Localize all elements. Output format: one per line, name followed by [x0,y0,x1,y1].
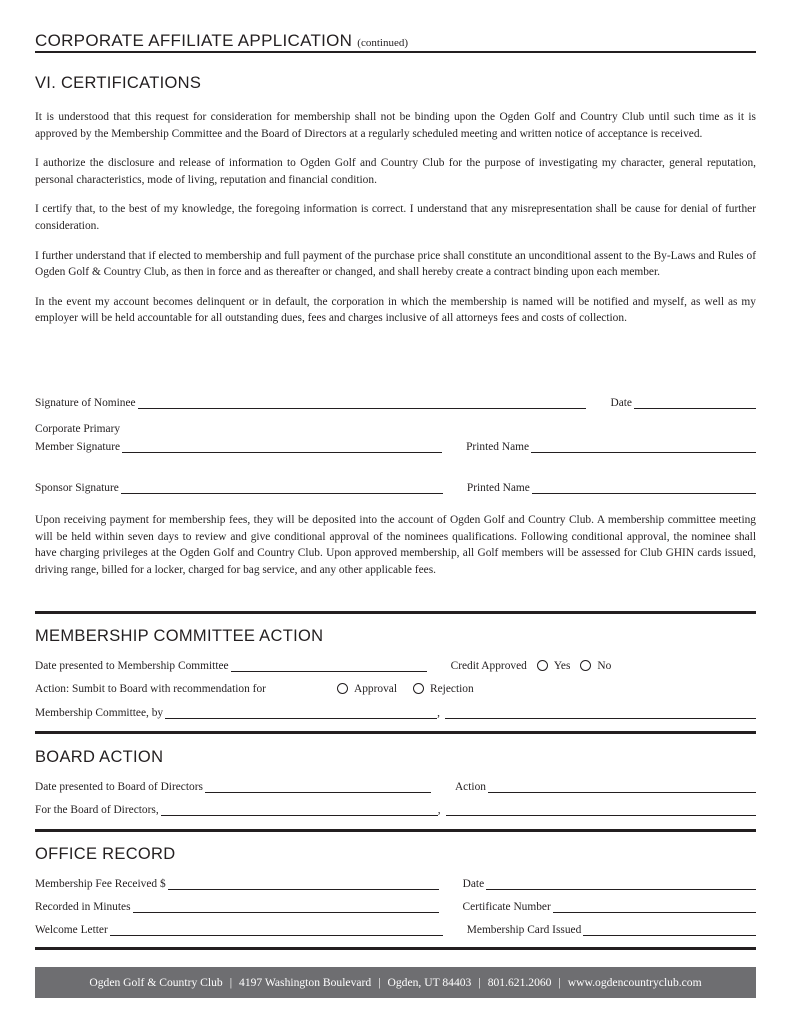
board-for-label: For the Board of Directors, [35,804,159,816]
board-action-label: Action [454,781,486,793]
welcome-field[interactable] [110,923,443,936]
sponsor-signature-field[interactable] [121,481,443,494]
board-for-row: For the Board of Directors, , [35,800,756,816]
payment-section [35,512,756,578]
paragraph: In the event my account becomes delinquent or in default, the corporation in which the membership is named will be notified and myself, as well as my employer will be held accountable for all outstanding dues, fees and charges inclusive of all attorneys fees and costs of collection. [35,295,756,325]
section-rule [35,731,756,734]
section-rule [35,611,756,614]
nominee-signature-row [35,393,756,409]
corporate-primary-label: Corporate Primary [35,423,121,435]
committee-by-field[interactable] [165,706,437,719]
no-radio[interactable] [580,660,591,671]
footer-website[interactable]: www.ogdencountryclub.com [567,976,702,989]
committee-by-row: Membership Committee, by , [35,703,756,719]
nominee-signature-field[interactable] [138,396,587,409]
paragraph: I certify that, to the best of my knowledge, the foregoing information is correct. I understand that any misrepresentation shall be cause for denial of further consideration. [35,203,756,232]
welcome-label: Welcome Letter [35,924,108,936]
office-minutes-row [35,897,756,913]
committee-by-label: Membership Committee, by [35,707,164,719]
minutes-label: Recorded in Minutes [35,901,131,913]
printed-name-label: Printed Name [466,482,530,494]
committee-date-field[interactable] [231,659,427,672]
header-title: CORPORATE AFFILIATE APPLICATION [35,31,353,50]
certificate-field[interactable] [553,900,756,913]
corporate-signature-row [35,437,756,453]
card-label: Membership Card Issued [466,924,582,936]
approval-label: Approval [354,683,398,695]
footer-bar: Ogden Golf & Country Club | 4197 Washington Boulevard | Ogden, UT 84403 | 801.621.2060 | www.ogdencountryclub.com [35,967,756,998]
footer-phone: 801.621.2060 [487,976,552,989]
board-heading: BOARD ACTION [35,748,164,766]
footer-city: Ogden, UT 84403 [387,976,472,989]
board-date-field[interactable] [205,780,431,793]
printed-name-label: Printed Name [466,441,530,453]
footer-address: 4197 Washington Boulevard [239,976,372,989]
payment-paragraph: Upon receiving payment for membership fees, they will be deposited into the account of Ogden Golf and Country Club. A membership committee meeting will be held within seven days to review and give conditional approval of the nominees qualifications. Following conditional approval, the nominee shall have charging privileges at the Ogden Golf and Country Club. Upon approved membership, all Golf members will be assessed for Club GHIN cards issued, driving range, billed for a locker, charged for bag service, and any other applicable fees. [35,514,756,576]
board-for-field[interactable] [161,803,438,816]
date-field[interactable] [634,396,756,409]
rejection-radio[interactable] [413,683,424,694]
sponsor-printed-name-field[interactable] [532,481,756,494]
approval-radio[interactable] [337,683,348,694]
card-field[interactable] [583,923,756,936]
office-date-field[interactable] [486,877,756,890]
fee-label: Membership Fee Received $ [35,878,166,890]
certificate-label: Certificate Number [462,901,551,913]
paragraph: I authorize the disclosure and release of information to Ogden Golf and Country Club for the purpose of investigating my character, general reputation, personal characteristics, mode of living, reputation and financial condition. [35,157,756,186]
office-date-label: Date [462,878,485,890]
yes-label: Yes [553,660,571,672]
fee-field[interactable] [168,877,439,890]
office-fee-row [35,874,756,890]
committee-action-row [35,679,756,695]
corporate-primary-row [35,422,756,437]
printed-name-field[interactable] [531,440,756,453]
paragraph: It is understood that this request for consideration for membership shall not be binding upon the Ogden Golf and Country Club until such time as it is approved by the Membership Committee and the Board of Directors at a regularly scheduled meeting and written notice of acceptance is received. [35,111,756,140]
certifications-body [35,109,756,327]
board-action-field[interactable] [488,780,756,793]
member-signature-label: Member Signature [35,441,121,453]
committee-date-row [35,656,756,672]
board-date-row [35,777,756,793]
committee-date-label: Date presented to Membership Committee [35,660,229,672]
committee-title-field[interactable] [445,706,756,719]
date-label: Date [610,397,632,409]
header-suffix: (continued) [357,37,408,49]
committee-action-label: Action: Sumbit to Board with recommendation for [35,683,266,695]
header-rule [35,51,756,53]
certifications-heading: VI. CERTIFICATIONS [35,74,202,92]
sponsor-signature-label: Sponsor Signature [35,482,119,494]
paragraph: I further understand that if elected to membership and full payment of the purchase price shall constitute an unconditional assent to the By-Laws and Rules of Ogden Golf & Country Club, as then in force and as thereafter or changed, and shall hereby create a contract binding upon each member. [35,249,756,279]
yes-radio[interactable] [537,660,548,671]
nominee-signature-label: Signature of Nominee [35,397,136,409]
credit-approved-label: Credit Approved [450,660,527,672]
member-signature-field[interactable] [122,440,442,453]
office-heading: OFFICE RECORD [35,845,176,863]
no-label: No [597,660,612,672]
committee-heading: MEMBERSHIP COMMITTEE ACTION [35,627,324,645]
office-welcome-row [35,920,756,936]
rejection-label: Rejection [430,683,474,695]
board-title-field[interactable] [446,803,756,816]
section-rule [35,829,756,832]
minutes-field[interactable] [133,900,439,913]
board-date-label: Date presented to Board of Directors [35,781,203,793]
page-header [35,31,756,51]
footer-club: Ogden Golf & Country Club [89,976,223,989]
sponsor-signature-row [35,478,756,494]
section-rule [35,947,756,950]
